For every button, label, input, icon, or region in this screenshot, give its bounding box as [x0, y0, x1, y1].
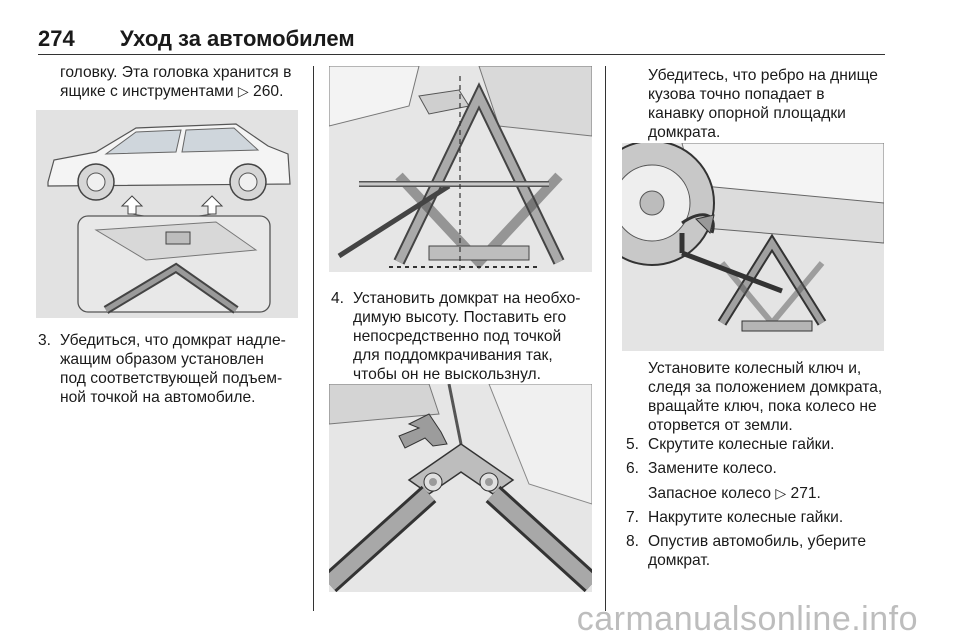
- text-line: ящике с инструментами ▷ 260.: [60, 83, 284, 100]
- step-number: 3.: [38, 332, 52, 349]
- text-line: канавку опорной площадки: [648, 105, 846, 122]
- col3-intro: [648, 66, 878, 142]
- figure-jack-height: [329, 66, 592, 272]
- step-number: 8.: [626, 533, 640, 550]
- text-line: ной точкой на автомобиле.: [60, 389, 256, 406]
- step-number: 7.: [626, 509, 640, 526]
- text-line: под соответствующей подъем-: [60, 370, 283, 387]
- page-reference: 271.: [790, 485, 821, 502]
- text-line: димую высоту. Поставить его: [353, 309, 567, 326]
- text-line: следя за положением домкрата,: [648, 379, 883, 396]
- page-title: Уход за автомобилем: [120, 26, 355, 51]
- column-divider: [605, 66, 606, 611]
- text-line: Скрутите колесные гайки.: [648, 436, 835, 453]
- text-line: жащим образом установлен: [60, 351, 264, 368]
- reference-arrow-icon: ▷: [237, 83, 249, 99]
- text-line: домкрат.: [648, 552, 711, 569]
- text-line: чтобы он не выскользнул.: [353, 366, 541, 383]
- col1-intro: [60, 63, 291, 101]
- step-7: [626, 508, 891, 527]
- text-line: для поддомкрачивания так,: [353, 347, 553, 364]
- step-6: [626, 459, 891, 478]
- text-line: Установить домкрат на необхо-: [353, 290, 581, 307]
- text-line: Убедитесь, что ребро на днище: [648, 67, 878, 84]
- text-line: кузова точно попадает в: [648, 86, 825, 103]
- column-divider: [313, 66, 314, 611]
- step-number: 5.: [626, 436, 640, 453]
- text-line: непосредственно под точкой: [353, 328, 562, 345]
- text-line: головку. Эта головка хранится в: [60, 64, 292, 81]
- text-line: оторвется от земли.: [648, 417, 793, 434]
- reference-arrow-icon: ▷: [775, 485, 787, 501]
- text-line: Накрутите колесные гайки.: [648, 509, 844, 526]
- figure-jack-head-closeup: [329, 384, 592, 592]
- step-4: [331, 289, 601, 384]
- watermark: carmanualsonline.info: [576, 600, 918, 638]
- col3-paragraph: [648, 359, 882, 435]
- text-line: Замените колесо.: [648, 460, 777, 477]
- step-number: 6.: [626, 460, 640, 477]
- text-line: Убедиться, что домкрат надле-: [60, 332, 286, 349]
- text-line: Опустив автомобиль, уберите: [648, 533, 867, 550]
- figure-wheel-lift: [622, 143, 884, 351]
- spare-wheel-reference: [648, 484, 821, 503]
- step-8: [626, 532, 891, 570]
- step-5: [626, 435, 891, 454]
- text-line: домкрата.: [648, 124, 721, 141]
- figure-car-jack-points: [36, 110, 298, 318]
- text-line: вращайте ключ, пока колесо не: [648, 398, 877, 415]
- step-3: [38, 331, 308, 407]
- step-number: 4.: [331, 290, 345, 307]
- text-line: Запасное колесо: [648, 485, 772, 502]
- text-line: Установите колесный ключ и,: [648, 360, 862, 377]
- page-number: 274: [38, 26, 75, 51]
- header-divider: [38, 54, 885, 55]
